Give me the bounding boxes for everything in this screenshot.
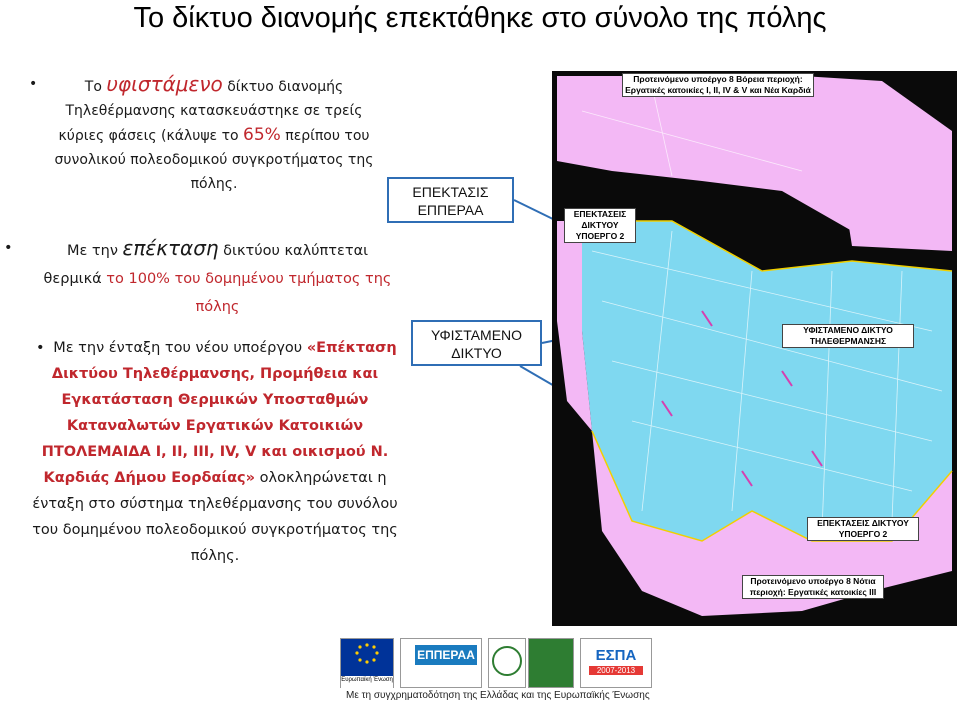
- bullet-emphasis: υφιστάμενο: [106, 72, 223, 96]
- network-map: [552, 71, 957, 626]
- bullet-emphasis: επέκταση: [122, 236, 219, 260]
- bullet-text: δίκτυο διανομής Τηλεθέρμανσης κατασκευάστηκε σε τρείς κύριες φάσεις (κάλυψε το: [58, 79, 363, 144]
- page-title: Το δίκτυο διανομής επεκτάθηκε στο σύνολο της πόλης: [133, 2, 827, 34]
- bullet-text: ολοκληρώνεται η ένταξη στο σύστημα τηλεθέρμανσης του συνόλου του δομημένου πολεοδομικού συγκροτήματος της πόλης.: [32, 470, 398, 564]
- bullet-text: Με την ένταξη του νέου υποέργου: [53, 340, 307, 356]
- map-label-west-expansion: ΕΠΕΚΤΑΣΕΙΣ ΔΙΚΤΥΟΥ ΥΠΟΕΡΓΟ 2: [564, 208, 636, 243]
- bullet-text: Το: [84, 79, 107, 95]
- bullet-text: δικτύου καλύπτεται θερμικά: [43, 243, 369, 287]
- map-label-south-expansion: ΕΠΕΚΤΑΣΕΙΣ ΔΙΚΤΥΟΥ ΥΠΟΕΡΓΟ 2: [807, 517, 919, 541]
- bullet-highlight: το 100% του δομημένου τμήματος της πόλης: [106, 271, 392, 315]
- epperaa-label: ΕΠΠΕΡΑΑ: [415, 645, 477, 665]
- map-label-north: Προτεινόμενο υποέργο 8 Βόρεια περιοχή: Εργατικές κατοικίες I, II, IV & V και Νέα Καρδιά: [622, 73, 814, 97]
- map-graphic: [552, 71, 957, 626]
- eu-stars-icon: [341, 639, 393, 671]
- bullet-dot: •: [29, 76, 38, 92]
- espa-label: ΕΣΠΑ: [595, 647, 637, 664]
- co-funding-footer: Με τη συγχρηματοδότηση της Ελλάδας και της Ευρωπαϊκής Ένωσης: [346, 690, 650, 701]
- ministry-seal-logo: [488, 638, 526, 688]
- espa-logo: [580, 638, 652, 688]
- callout-expansion: ΕΠΕΚΤΑΣΙΣ ΕΠΠΕΡΑΑ: [387, 177, 514, 223]
- eu-flag-logo: [340, 638, 394, 688]
- ministry-logo: [528, 638, 574, 688]
- callout-existing: ΥΦΙΣΤΑΜΕΝΟ ΔΙΚΤΥΟ: [411, 320, 542, 366]
- bullet-dot: •: [36, 340, 45, 356]
- bullet-highlight: «Επέκταση Δικτύου Τηλεθέρμανσης, Προμήθεια και Εγκατάσταση Θερμικών Υποσταθμών Καταναλωτών Εργατικών Κατοικιών ΠΤΟΛΕΜΑΙΔΑ I, II, III, IV, V και οικισμού Ν. Καρδιάς Δήμου Εορδαίας»: [41, 340, 397, 486]
- funding-logos: [340, 638, 960, 688]
- seal-icon: [489, 639, 525, 687]
- map-label-south: Προτεινόμενο υποέργο 8 Νότια περιοχή: Εργατικές κατοικίες III: [742, 575, 884, 599]
- bullet-percentage: 65%: [243, 125, 281, 145]
- eu-label: Ευρωπαϊκή Ένωση: [341, 676, 393, 692]
- espa-years: 2007-2013: [589, 666, 643, 675]
- epperaa-logo: [400, 638, 482, 688]
- map-label-existing: ΥΦΙΣΤΑΜΕΝΟ ΔΙΚΤΥΟ ΤΗΛΕΘΕΡΜΑΝΣΗΣ: [782, 324, 914, 348]
- bullet-text: περίπου του συνολικού πολεοδομικού συγκροτήματος της πόλης.: [54, 128, 374, 192]
- bullet-dot: •: [4, 240, 13, 256]
- bullet-text: Με την: [66, 243, 123, 259]
